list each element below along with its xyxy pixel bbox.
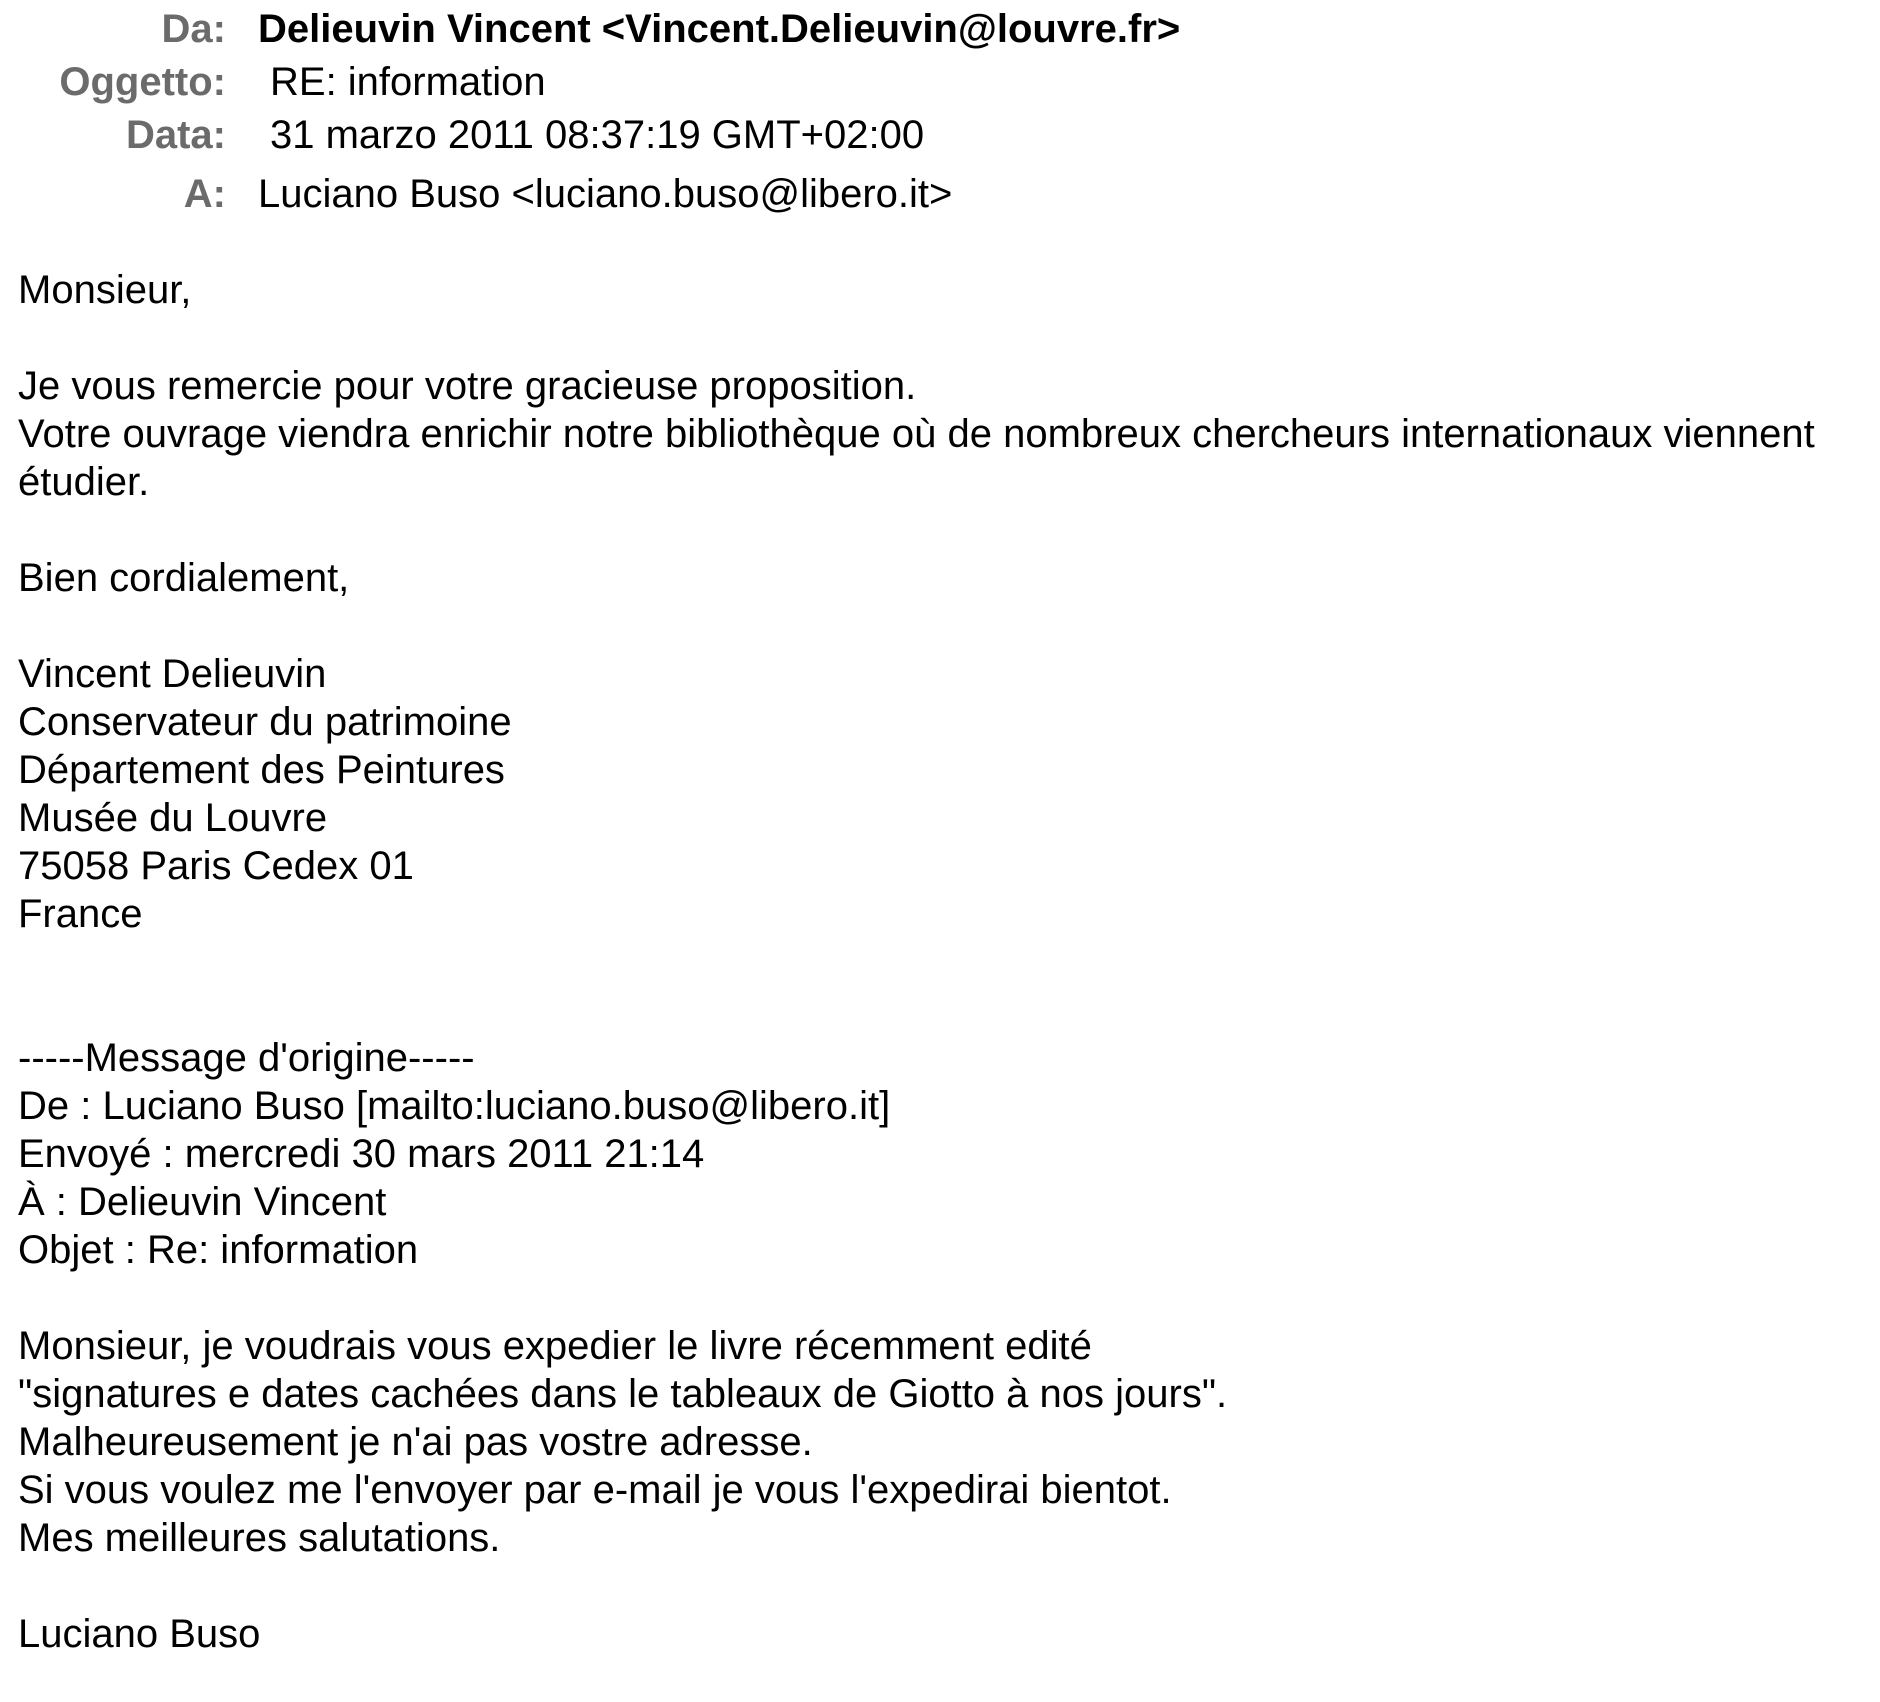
- signature-line: Vincent Delieuvin: [18, 652, 327, 696]
- signature-line: Conservateur du patrimoine: [18, 700, 512, 744]
- original-to: À : Delieuvin Vincent: [18, 1180, 387, 1224]
- original-body-line: "signatures e dates cachées dans le tableaux de Giotto à nos jours".: [18, 1372, 1228, 1416]
- signature-line: Département des Peintures: [18, 748, 505, 792]
- signature-line: Musée du Louvre: [18, 796, 328, 840]
- header-from-value[interactable]: Delieuvin Vincent <Vincent.Delieuvin@louvre.fr>: [258, 7, 1181, 51]
- header-from-label: Da:: [161, 7, 226, 51]
- original-from[interactable]: De : Luciano Buso [mailto:luciano.buso@libero.it]: [18, 1084, 891, 1128]
- blank-line: [18, 506, 1878, 554]
- reply-paragraph-line: étudier.: [18, 460, 150, 504]
- original-sent: Envoyé : mercredi 30 mars 2011 21:14: [18, 1132, 705, 1176]
- header-date-label: Data:: [125, 113, 226, 157]
- header-subject-value: RE: information: [270, 60, 546, 104]
- original-body-line: Monsieur, je voudrais vous expedier le livre récemment edité: [18, 1324, 1092, 1368]
- blank-line: [18, 1274, 1878, 1322]
- original-body-line: Si vous voulez me l'envoyer par e-mail je vous l'expedirai bientot.: [18, 1468, 1172, 1512]
- header-subject-row: [0, 58, 1860, 106]
- original-message: [18, 1034, 1878, 1658]
- original-subject: Objet : Re: information: [18, 1228, 419, 1272]
- reply-greeting: Monsieur,: [18, 268, 192, 312]
- header-to-label: A:: [183, 172, 226, 216]
- header-date-value: 31 marzo 2011 08:37:19 GMT+02:00: [270, 113, 925, 157]
- signature-line: 75058 Paris Cedex 01: [18, 844, 414, 888]
- reply-paragraph-line: Je vous remercie pour votre gracieuse proposition.: [18, 364, 917, 408]
- signature-line: France: [18, 892, 143, 936]
- reply-body: [18, 266, 1878, 938]
- blank-line: [18, 1562, 1878, 1610]
- header-to-value[interactable]: Luciano Buso <luciano.buso@libero.it>: [258, 172, 953, 216]
- original-signature: Luciano Buso: [18, 1612, 261, 1656]
- header-from-row: [0, 5, 1860, 53]
- reply-paragraph-line: Votre ouvrage viendra enrichir notre bibliothèque où de nombreux chercheurs internationaux viennent: [18, 412, 1815, 456]
- header-to-row: [0, 170, 1860, 218]
- original-body-line: Mes meilleures salutations.: [18, 1516, 501, 1560]
- original-body-line: Malheureusement je n'ai pas vostre adresse.: [18, 1420, 813, 1464]
- blank-line: [18, 602, 1878, 650]
- header-subject-label: Oggetto:: [59, 60, 226, 104]
- blank-line: [18, 314, 1878, 362]
- original-separator: -----Message d'origine-----: [18, 1036, 475, 1080]
- reply-closing: Bien cordialement,: [18, 556, 350, 600]
- header-date-row: [0, 111, 1860, 159]
